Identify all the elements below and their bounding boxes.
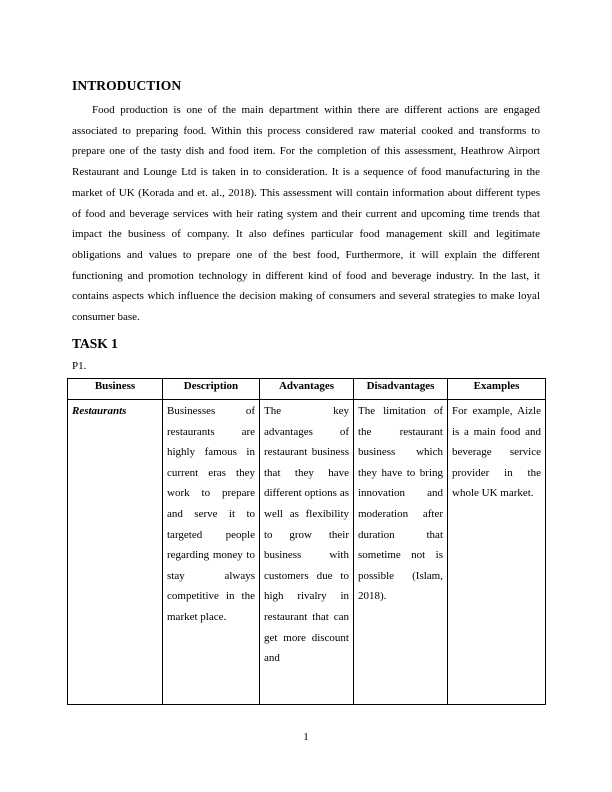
introduction-paragraph: Food production is one of the main department within there are different actions are engaged associated to preparing food. Within this process considered raw material cooked and transforms to prepare one of the tasty dish and food item. For the completion of this assessment, Heathrow Airport Restaurant and Lounge Ltd is taken in to consideration. It is a sequence of food manufacturing in the market of UK (Korada and et. al., 2018). This assessment will contain information about different types of food and beverage services with heir rating system and their current and upcoming time trends that impact the business of company. It also defines particular food management skill and legitimate obligations and values to prepare one of the best food, Furthermore, it will explain the different functioning and promotion technology in different kind of food and beverage industry. In the last, it contains aspects which influence the decision making of consumers and several strategies to make loyal consumer base. [72,104,540,324]
header-examples: Examples [448,379,546,400]
cell-examples: For example, Aizle is a main food and beverage service provider in the whole UK market. [448,400,546,705]
header-disadvantages: Disadvantages [354,379,448,400]
header-advantages: Advantages [260,379,354,400]
cell-disadvantages: The limitation of the restaurant business which they have to bring innovation and moderation after duration that sometime not is possible (Islam, 2018). [354,400,448,705]
table-row [68,400,546,705]
header-business: Business [68,379,163,400]
business-table [67,378,546,705]
introduction-heading: INTRODUCTION [72,78,182,93]
cell-description: Businesses of restaurants are highly famous in current eras they work to prepare and serve it to targeted people regarding money to stay always competitive in the market place. [163,400,260,705]
task-heading: TASK 1 [72,336,118,351]
page-number: 1 [303,731,309,743]
cell-advantages: The key advantages of restaurant business that they have different options as well as flexibility to grow their business with customers due to high rivalry in restaurant that can get more discount and [260,400,354,705]
task-label: P1. [72,360,87,372]
table-header-row [68,379,546,400]
cell-business: Restaurants [68,400,163,705]
header-description: Description [163,379,260,400]
